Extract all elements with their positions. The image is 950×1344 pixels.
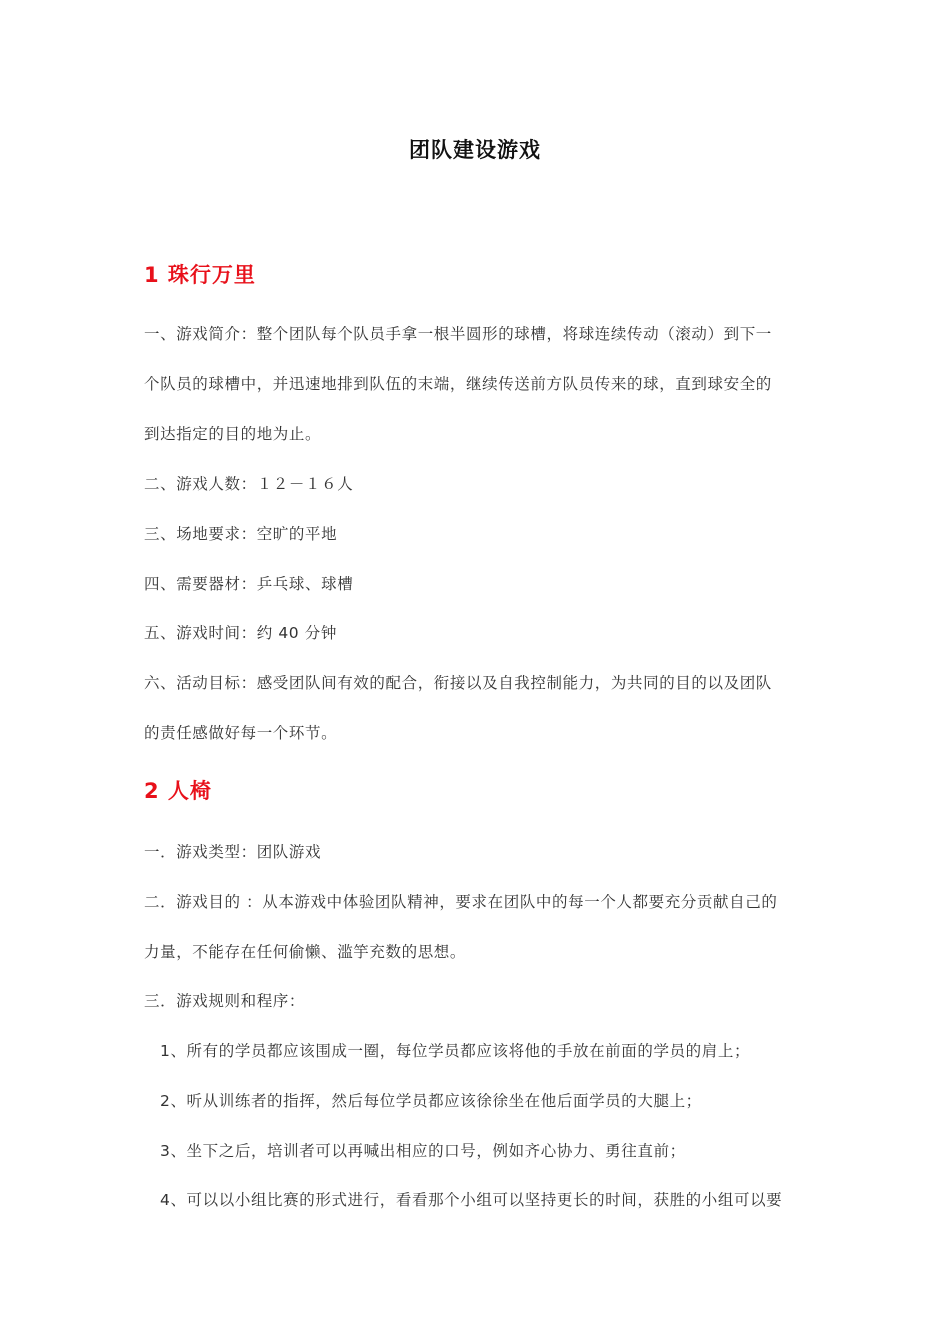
section-heading-2: 2 人椅 xyxy=(144,779,212,803)
section-1-line: 个队员的球槽中，并迅速地排到队伍的末端，继续传送前方队员传来的球，直到球安全的 xyxy=(144,375,772,393)
section-1-line: 到达指定的目的地为止。 xyxy=(144,425,322,443)
section-1-line: 三、场地要求：空旷的平地 xyxy=(144,525,338,543)
section-2-step: 2、听从训练者的指挥，然后每位学员都应该徐徐坐在他后面学员的大腿上； xyxy=(160,1092,702,1110)
section-1-line: 五、游戏时间：约 40 分钟 xyxy=(144,624,337,642)
document-title: 团队建设游戏 xyxy=(409,138,541,162)
section-2-line: 二．游戏目的 ：从本游戏中体验团队精神，要求在团队中的每一个人都要充分贡献自己的 xyxy=(144,893,778,911)
section-1-line: 一、游戏简介：整个团队每个队员手拿一根半圆形的球槽，将球连续传动（滚动）到下一 xyxy=(144,325,772,343)
section-2-line: 三．游戏规则和程序： xyxy=(144,992,306,1010)
section-heading-1: 1 珠行万里 xyxy=(144,263,256,287)
section-1-line: 的责任感做好每一个环节。 xyxy=(144,724,338,742)
section-1-line: 六、活动目标：感受团队间有效的配合，衔接以及自我控制能力，为共同的目的以及团队 xyxy=(144,674,772,692)
section-1-line: 四、需要器材：乒乓球、球槽 xyxy=(144,575,354,593)
section-2-step: 4、可以以小组比赛的形式进行，看看那个小组可以坚持更长的时间，获胜的小组可以要 xyxy=(160,1191,783,1209)
section-2-step: 1、所有的学员都应该围成一圈，每位学员都应该将他的手放在前面的学员的肩上； xyxy=(160,1042,751,1060)
section-2-line: 一．游戏类型：团队游戏 xyxy=(144,843,322,861)
section-1-line: 二、游戏人数：１２－１６人 xyxy=(144,475,354,493)
section-2-line: 力量，不能存在任何偷懒、滥竽充数的思想。 xyxy=(144,943,467,961)
section-2-step: 3、坐下之后，培训者可以再喊出相应的口号，例如齐心协力、勇往直前； xyxy=(160,1142,686,1160)
